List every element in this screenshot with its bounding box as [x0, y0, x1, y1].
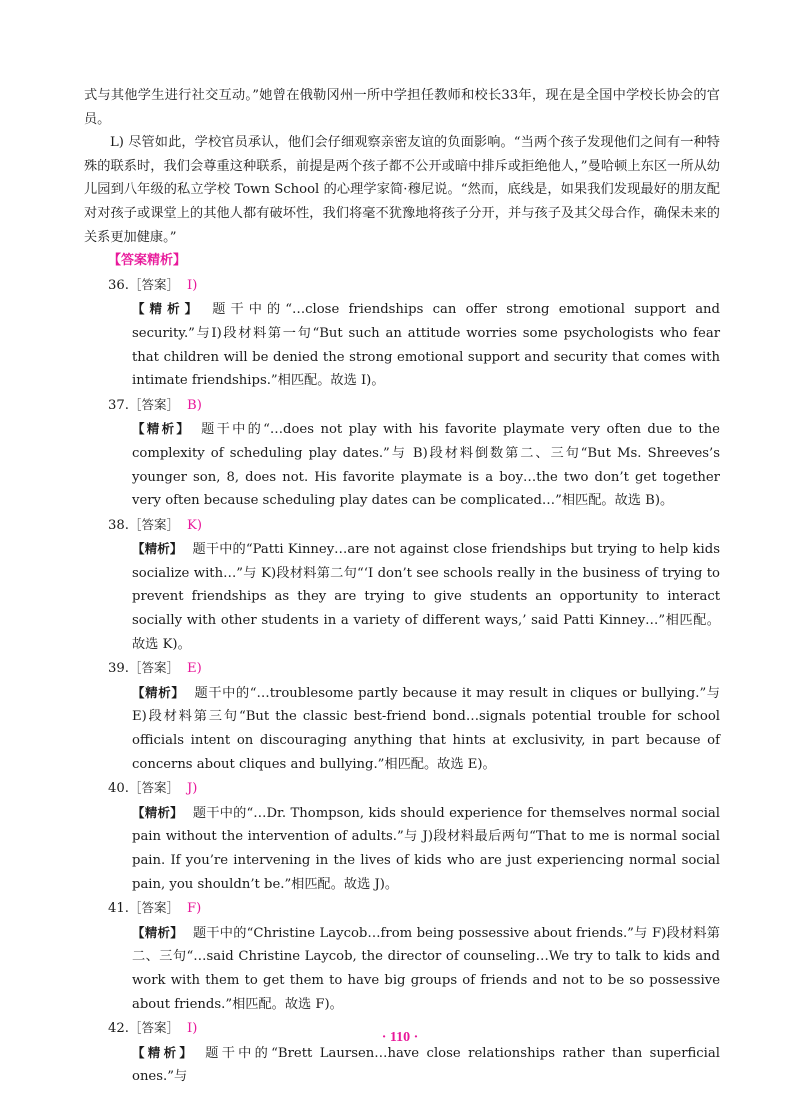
- question-number: 41.: [108, 901, 129, 917]
- answer-tag: ［答案］: [128, 660, 179, 676]
- answer-value: I): [187, 1021, 198, 1037]
- analysis-body: 题干中的“Christine Laycob…from being possessive about friends.”与 F)段材料第二、三句“…said Christine Laycob, the director of counseling…We try to talk to kids and work with them to get them to have big groups of friends and not to be so possessive about friends.”相匹配。故选 F)。: [132, 925, 720, 1012]
- answer-value: K): [187, 517, 202, 533]
- answer-item: [84, 273, 720, 393]
- answer-item: [84, 513, 720, 657]
- analysis-body: 题干中的“…does not play with his favorite playmate very often due to the complexity of scheduling play dates.”与 B)段材料倒数第二、三句“But Ms. Shreeves’s younger son, 8, does not. His favorite playmate is a boy…the two don’t get together very often because scheduling play dates can be complicated…”相匹配。故选 B)。: [132, 422, 720, 509]
- analysis-text: [84, 681, 720, 776]
- answer-line: [84, 513, 720, 538]
- question-number: 38.: [108, 517, 129, 533]
- analysis-tag: 【精析】: [132, 421, 192, 437]
- question-number: 39.: [108, 661, 129, 677]
- analysis-text: [84, 801, 720, 896]
- answer-value: B): [187, 397, 202, 413]
- page-number: · 110 ·: [381, 1030, 419, 1045]
- intro-paragraph-1: 式与其他学生进行社交互动。”她曾在俄勒冈州一所中学担任教师和校长33年，现在是全国中学校长协会的官员。: [84, 88, 720, 127]
- analysis-body: 题干中的“…Dr. Thompson, kids should experience for themselves normal social pain without the intervention of adults.”与 J)段材料最后两句“That to me is normal social pain. If you’re intervening in the lives of kids who are just experiencing normal social pain, you shouldn’t be.”相匹配。故选 J)。: [132, 805, 720, 892]
- answer-item: [84, 656, 720, 776]
- analysis-tag: 【精析】: [132, 804, 183, 820]
- analysis-body: 题干中的“Brett Laursen…have close relationships rather than superficial ones.”与: [132, 1045, 720, 1085]
- answer-item: [84, 393, 720, 513]
- answer-tag: ［答案］: [128, 900, 179, 916]
- answer-item: [84, 1016, 720, 1089]
- answer-line: [84, 656, 720, 681]
- question-number: 37.: [108, 397, 129, 413]
- answer-item: [84, 776, 720, 896]
- answer-tag: ［答案］: [128, 396, 179, 412]
- analysis-tag: 【精析】: [132, 924, 183, 940]
- answer-tag: ［答案］: [128, 276, 179, 292]
- question-number: 42.: [108, 1021, 129, 1037]
- answer-tag: ［答案］: [128, 1020, 179, 1036]
- answer-line: [84, 896, 720, 921]
- analysis-body: 题干中的“Patti Kinney…are not against close friendships but trying to help kids socialize with…”与 K)段材料第二句“‘I don’t see schools really in the business of trying to prevent friendships as they are trying to give students an opportunity to interact socially with other students in a variety of different ways,’ said Patti Kinney…”相匹配。故选 K)。: [132, 542, 720, 652]
- analysis-body: 题干中的“…troublesome partly because it may result in cliques or bullying.”与 E)段材料第三句“But the classic best-friend bond…signals potential trouble for school officials intent on discouraging anything that hints at exclusivity, in part because of concerns about cliques and bullying.”相匹配。故选 E)。: [132, 685, 720, 772]
- answer-tag: ［答案］: [128, 780, 179, 796]
- analysis-tag: 【精析】: [132, 1044, 196, 1060]
- answer-list: [84, 273, 720, 1089]
- analysis-text: [84, 417, 720, 512]
- analysis-text: [84, 921, 720, 1016]
- page-content: [84, 84, 720, 1089]
- analysis-tag: 【精析】: [132, 684, 185, 700]
- question-number: 40.: [108, 781, 129, 797]
- intro-paragraph-2: L) 尽管如此，学校官员承认，他们会仔细观察亲密友谊的负面影响。“当两个孩子发现他们之间有一种特殊的联系时，我们会尊重这种联系，前提是两个孩子都不公开或暗中排斥或拒绝他人，”曼哈顿上东区一所从幼儿园到八年级的私立学校 Town School 的心理学家简·穆尼说。“然而，底线是，如果我们发现最好的朋友配对对孩子或课堂上的其他人都有破坏性，我们将毫不犹豫地将孩子分开，并与孩子及其父母合作，确保未来的关系更加健康。”: [84, 135, 720, 245]
- answer-tag: ［答案］: [128, 516, 179, 532]
- answer-value: I): [187, 277, 198, 293]
- analysis-text: [84, 1041, 720, 1089]
- analysis-tag: 【精析】: [132, 301, 203, 317]
- answer-line: [84, 273, 720, 298]
- analysis-text: [84, 297, 720, 392]
- analysis-body: 题干中的“…close friendships can offer strong emotional support and security.”与I)段材料第一句“But such an attitude worries some psychologists who fear that children will be denied the strong emotional support and security that comes with intimate friendships.”相匹配。故选 I)。: [132, 302, 720, 389]
- answer-item: [84, 896, 720, 1016]
- analysis-tag: 【精析】: [132, 541, 183, 557]
- answer-value: F): [187, 901, 202, 917]
- question-number: 36.: [108, 277, 129, 293]
- analysis-text: [84, 537, 720, 656]
- answer-line: [84, 776, 720, 801]
- section-title: 【答案精析】: [108, 253, 187, 269]
- answer-value: E): [187, 661, 202, 677]
- answer-line: [84, 393, 720, 418]
- answer-value: J): [187, 781, 198, 797]
